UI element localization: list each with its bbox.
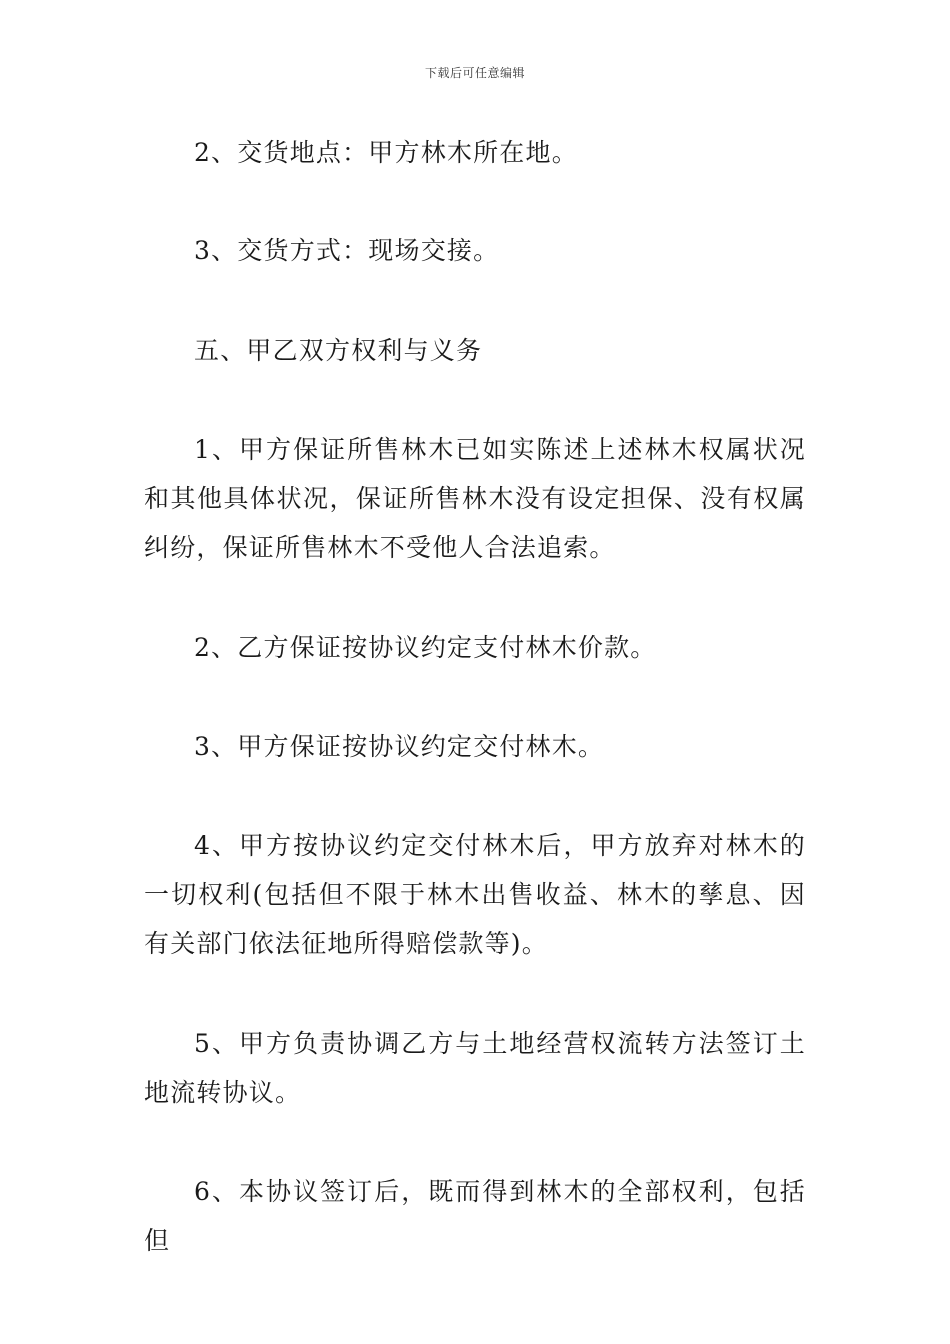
- paragraph-clause-6: 6、本协议签订后，既而得到林木的全部权利，包括但: [144, 1177, 806, 1255]
- paragraph-delivery-location: 2、交货地点：甲方林木所在地。: [194, 138, 578, 167]
- paragraph-clause-1: 1、甲方保证所售林木已如实陈述上述林木权属状况和其他具体状况，保证所售林木没有设定担保、没有权属纠纷，保证所售林木不受他人合法追索。: [144, 435, 806, 562]
- page-header: 下载后可任意编辑: [424, 66, 525, 80]
- paragraph-clause-4: 4、甲方按协议约定交付林木后，甲方放弃对林木的一切权利(包括但不限于林木出售收益、林木的孳息、因有关部门依法征地所得赔偿款等)。: [144, 831, 806, 958]
- paragraph-clause-3: 3、甲方保证按协议约定交付林木。: [194, 732, 605, 761]
- paragraph-clause-2: 2、乙方保证按协议约定支付林木价款。: [194, 633, 657, 662]
- paragraph-delivery-method: 3、交货方式：现场交接。: [194, 236, 500, 265]
- paragraph-clause-5: 5、甲方负责协调乙方与土地经营权流转方法签订土地流转协议。: [144, 1029, 806, 1107]
- section-heading-rights-obligations: 五、甲乙双方权利与义务: [194, 336, 483, 365]
